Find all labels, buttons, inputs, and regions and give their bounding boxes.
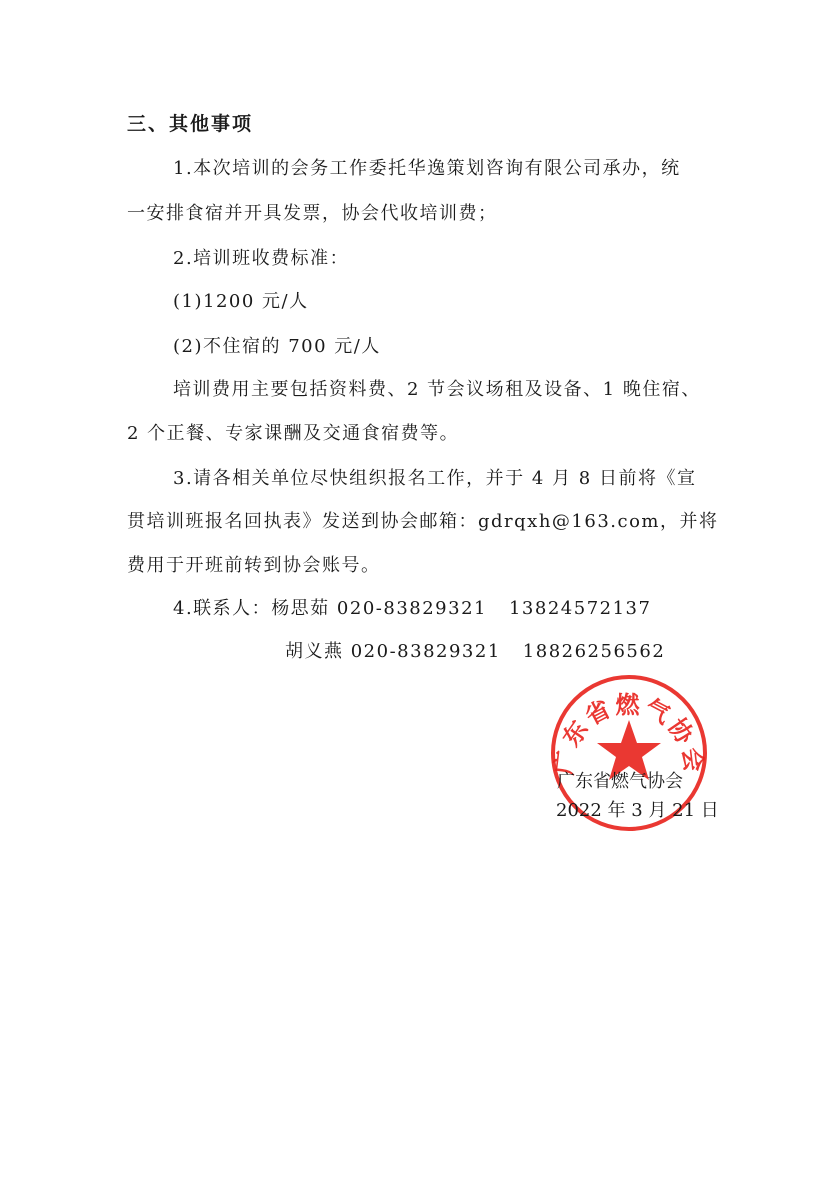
paragraph-1-line-1: 1.本次培训的会务工作委托华逸策划咨询有限公司承办，统 <box>173 158 681 179</box>
paragraph-2-title: 2.培训班收费标准： <box>173 248 350 269</box>
contact-mobile: 13824572137 <box>508 598 652 619</box>
paragraph-1-line-2: 一安排食宿并开具发票，协会代收培训费； <box>127 203 498 224</box>
section-heading: 三、其他事项 <box>127 113 254 135</box>
signature-org: 广东省燃气协会 <box>557 771 683 792</box>
signature-date: 2022 年 3 月 21 日 <box>556 800 719 821</box>
svg-text:广东省燃气协会: 广东省燃气协会 <box>549 690 709 777</box>
paragraph-3-line-3: 费用于开班前转到协会账号。 <box>127 555 381 576</box>
contact-label: 4.联系人： <box>173 598 272 619</box>
paragraph-3-line-1: 3.请各相关单位尽快组织报名工作，并于 4 月 8 日前将《宣 <box>173 468 697 489</box>
fee-note-line-2: 2 个正餐、专家课酬及交通食宿费等。 <box>127 423 460 444</box>
fee-note-line-1: 培训费用主要包括资料费、2 节会议场租及设备、1 晚住宿、 <box>173 379 701 400</box>
contact-tel: 020-83829321 <box>350 641 501 662</box>
fee-item-2: (2)不住宿的 700 元/人 <box>173 336 381 357</box>
contact-row-1 <box>173 597 651 621</box>
contact-row-2 <box>285 640 665 664</box>
contact-name: 胡义燕 <box>285 641 344 662</box>
contact-mobile: 18826256562 <box>522 641 666 662</box>
paragraph-3-line-2: 贯培训班报名回执表》发送到协会邮箱：gdrqxh@163.com，并将 <box>127 511 719 532</box>
contact-tel: 020-83829321 <box>336 598 487 619</box>
contact-name: 杨思茹 <box>271 598 330 619</box>
fee-item-1: (1)1200 元/人 <box>173 291 309 312</box>
